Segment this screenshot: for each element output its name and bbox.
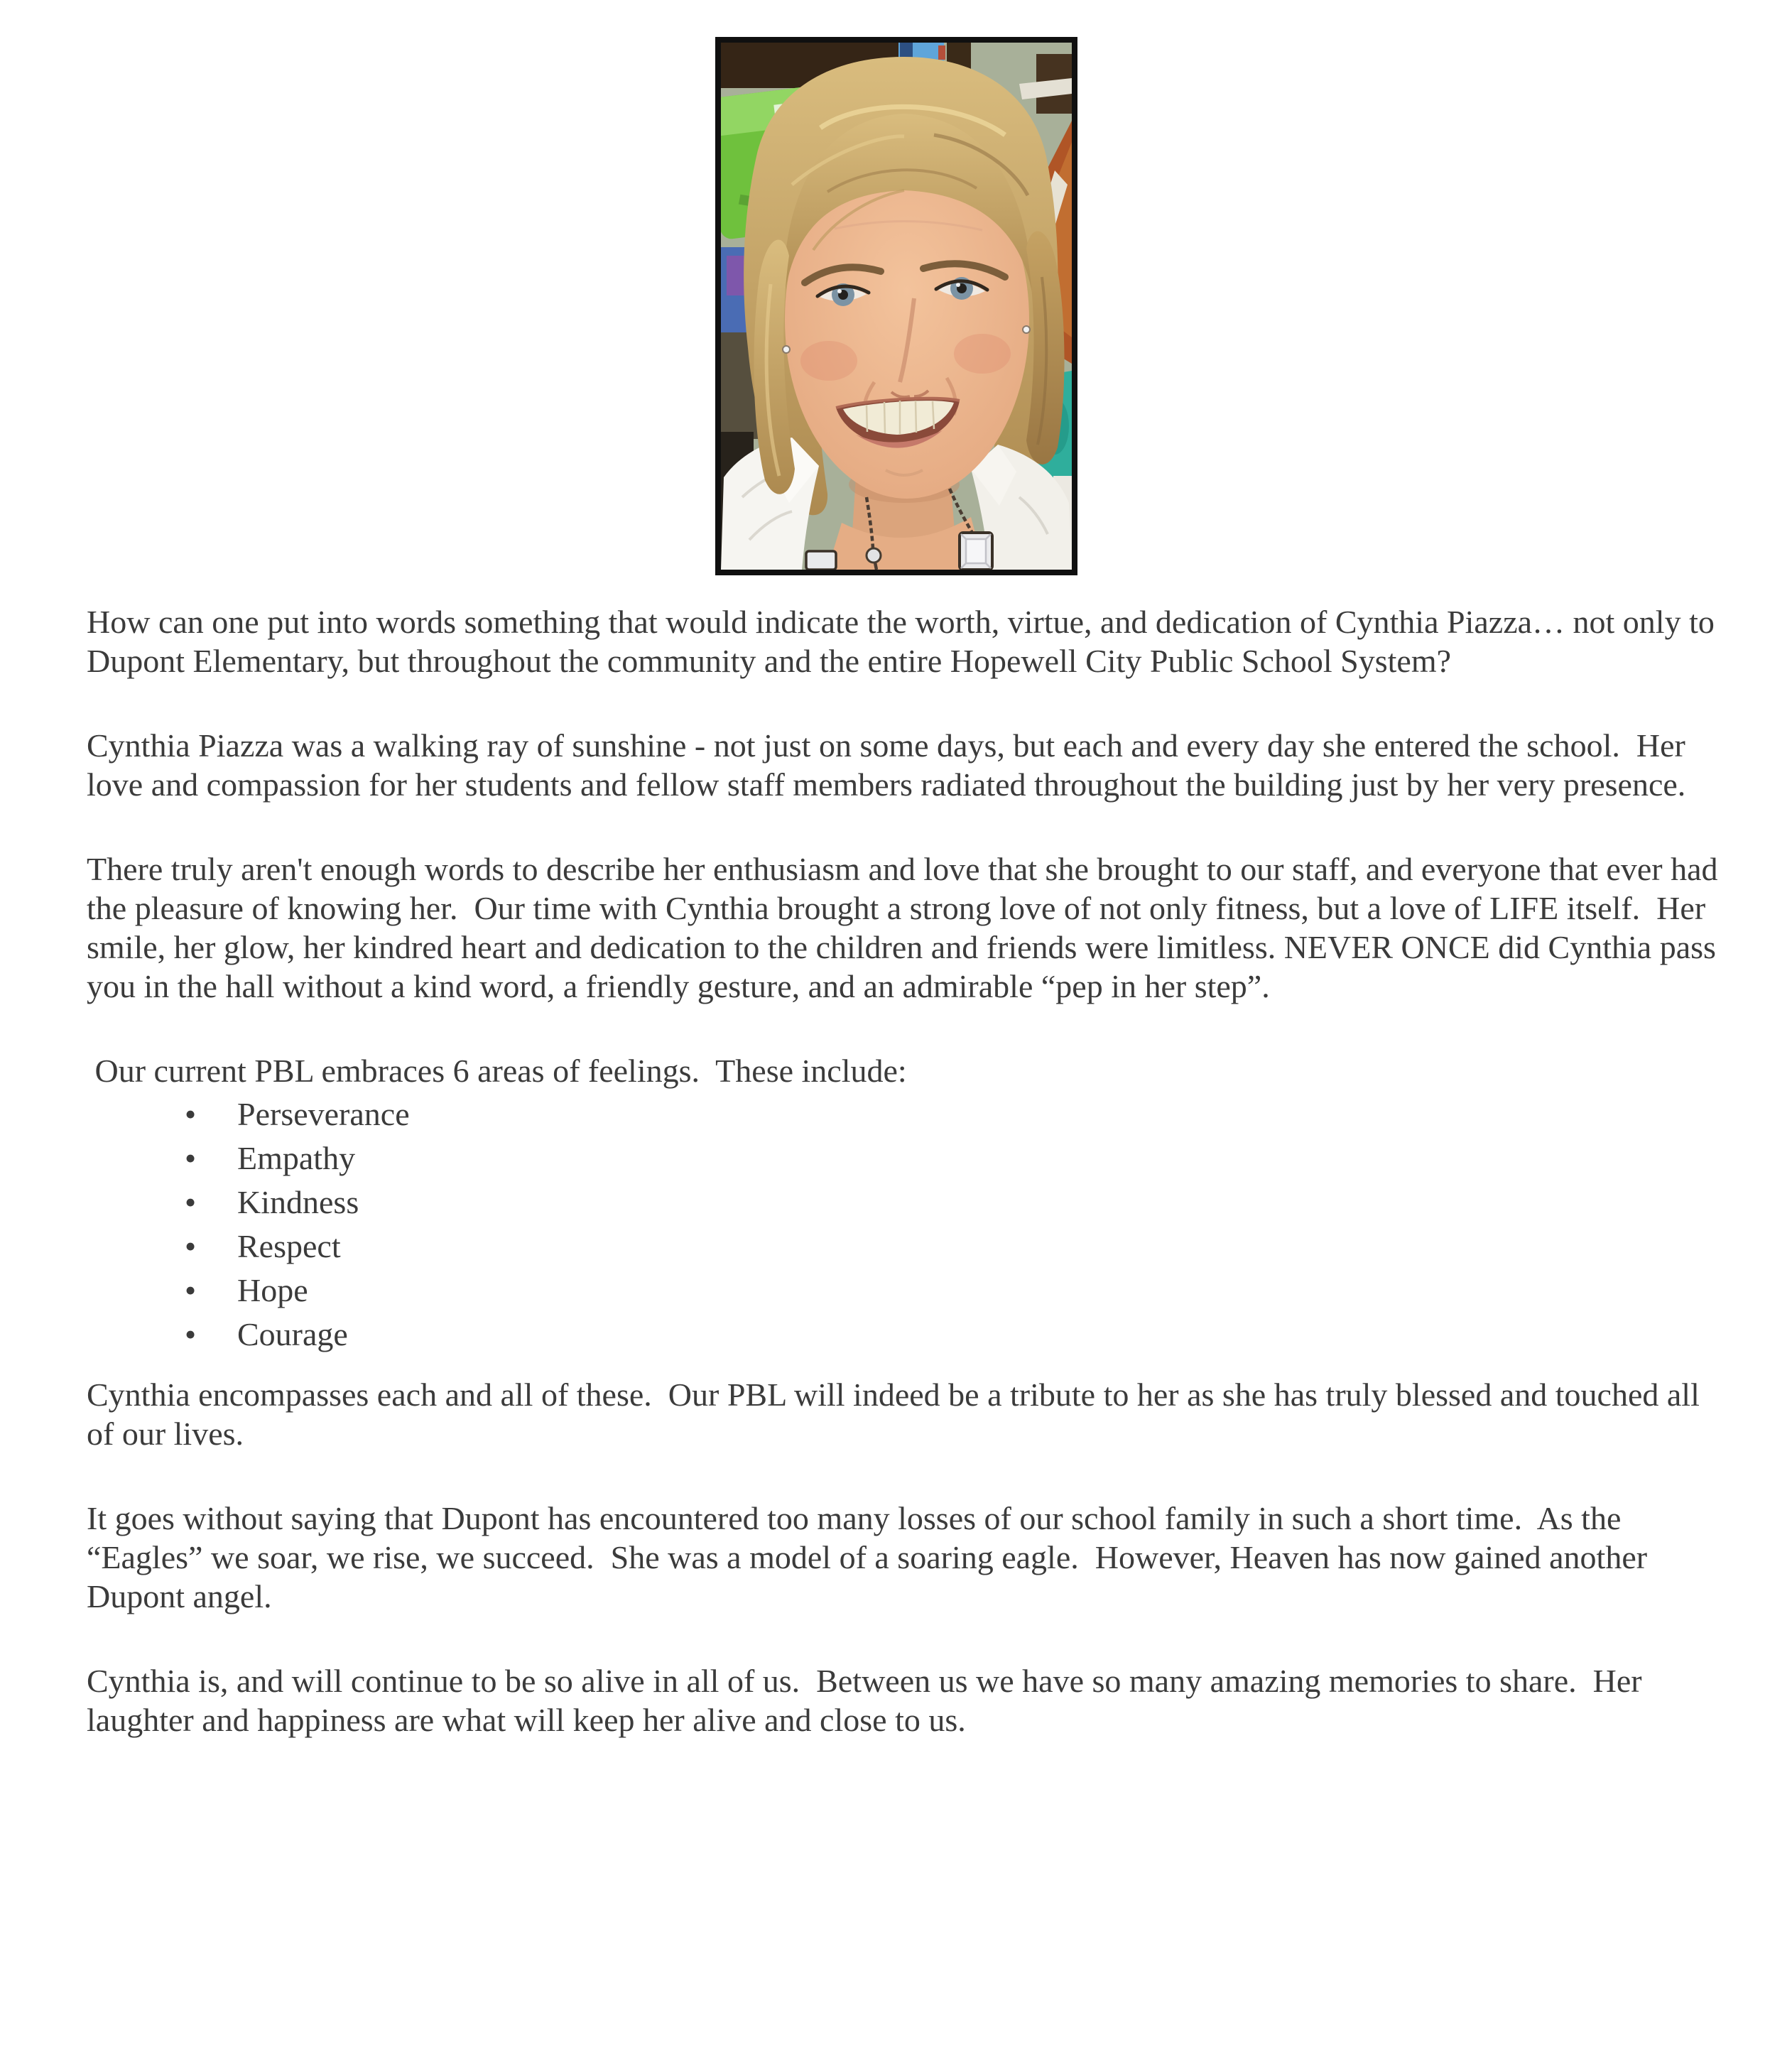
portrait-illustration — [721, 43, 1072, 570]
paragraph-encompasses: Cynthia encompasses each and all of these. Our PBL will indeed be a tribute to her as she has truly blessed and touched all of our lives. — [87, 1377, 1708, 1452]
paragraph-memories: Cynthia is, and will continue to be so alive in all of us. Between us we have so many amazing memories to share. Her laughter and happiness are what will keep her alive and close to us. — [87, 1663, 1651, 1738]
paragraph-intro: How can one put into words something that would indicate the worth, virtue, and dedication of Cynthia Piazza… not only to Dupont Elementary, but throughout the community and the entire Hopewell City Public School System? — [87, 604, 1723, 679]
portrait-photo — [715, 37, 1077, 575]
pbl-item-respect: • Respect — [185, 1227, 1734, 1266]
document-page — [0, 37, 1792, 2047]
pbl-list — [87, 1095, 1734, 1354]
pbl-item-hope: • Hope — [185, 1271, 1734, 1310]
pbl-item-kindness: • Kindness — [185, 1183, 1734, 1222]
pbl-item-courage: • Courage — [185, 1315, 1734, 1354]
document-body — [87, 602, 1734, 1739]
crystal-pendant — [960, 533, 992, 570]
pbl-intro: Our current PBL embraces 6 areas of feelings. These include: — [87, 1053, 907, 1089]
paragraph-enthusiasm: There truly aren't enough words to describe her enthusiasm and love that she brought to our staff, and everyone that ever had the pleasure of knowing her. Our time with Cynthia brought a strong love of not only fitness, but a love of LIFE itself. Her smile, her glow, her kindred heart and dedication to the children and friends were limitless. NEVER ONCE did Cynthia pass you in the hall without a kind word, a friendly gesture, and an admirable “pep in her step”. — [87, 851, 1726, 1004]
paragraph-losses: It goes without saying that Dupont has encountered too many losses of our school family in such a short time. As the “Eagles” we soar, we rise, we succeed. She was a model of a soaring eagle. However, Heaven has now gained another Dupont angel. — [87, 1500, 1656, 1614]
pbl-item-empathy: • Empathy — [185, 1139, 1734, 1178]
paragraph-sunshine: Cynthia Piazza was a walking ray of sunshine - not just on some days, but each and every day she entered the school. Her love and compassion for her students and fellow staff members radiated throughout the building just by her very presence. — [87, 727, 1694, 803]
pbl-item-perseverance: • Perseverance — [185, 1095, 1734, 1134]
